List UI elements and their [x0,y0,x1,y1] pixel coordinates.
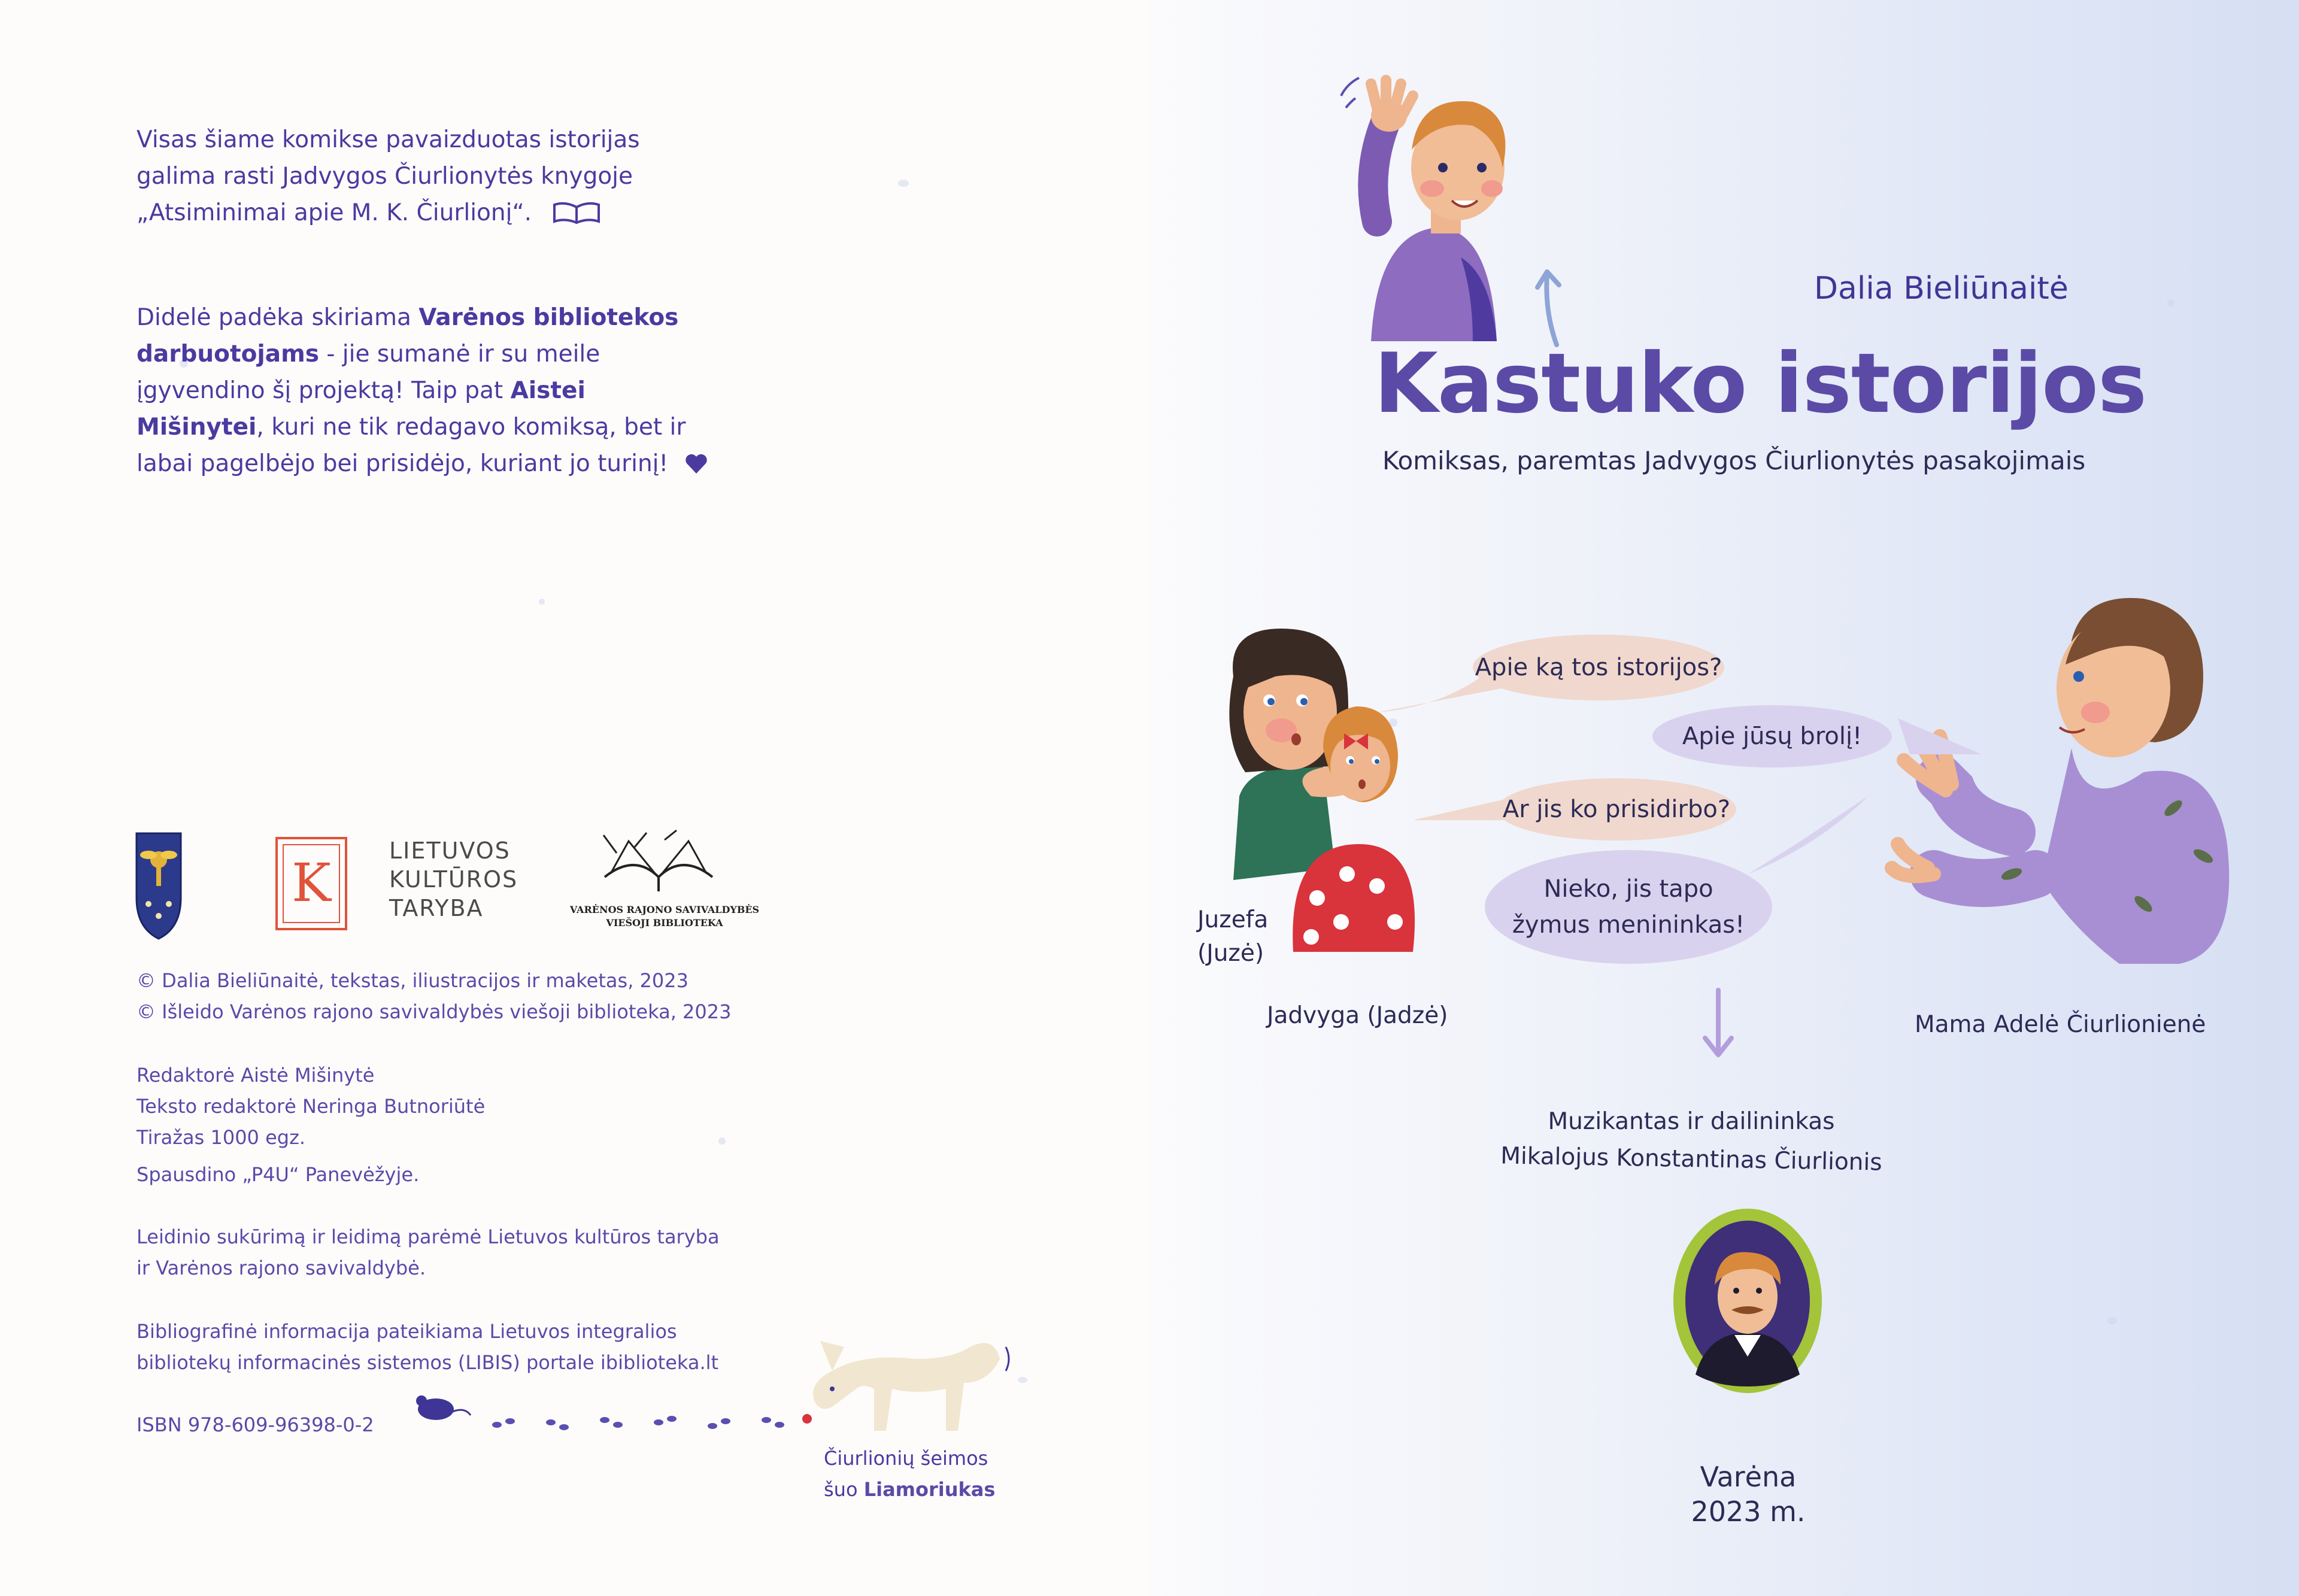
culture-council-logo [275,837,527,933]
intro-line-1: Visas šiame komikse pavaizduotas istorijas [137,126,640,153]
label-juzefa-2: (Juzė) [1197,940,1264,967]
dog-caption-line-1: Čiurlionių šeimos [824,1447,988,1470]
mother-illustration [1892,593,2263,964]
arrow-down-icon [1700,988,1736,1060]
varena-coat-of-arms-logo [135,832,182,940]
waving-boy-illustration [1353,78,1551,341]
isbn: ISBN 978-609-96398-0-2 [137,1413,374,1436]
paper-speck [2107,1317,2117,1324]
thanks-bold: Varėnos bibliotekos [418,304,679,331]
bubble-answer-2 [1485,850,1772,964]
credit-printer: Spausdino „P4U“ Panevėžyje. [137,1163,420,1186]
bubble-answer-2-line-1: Nieko, jis tapo [1543,875,1713,903]
thanks-text: įgyvendino šį projektą! Taip pat [137,377,511,404]
thanks-line-1 [137,299,678,336]
dog-caption-line-2 [824,1474,995,1505]
credit-editor: Redaktorė Aistė Mišinytė [137,1064,375,1087]
label-mama: Mama Adelė Čiurlionienė [1915,1011,2206,1038]
paper-speck [2167,299,2174,307]
thanks-bold: Aistei [510,377,586,404]
place-name: Varėna [1700,1461,1797,1493]
label-artist-2: Mikalojus Konstantinas Čiurlionis [1500,1142,1883,1176]
bubble-answer-2-line-2: žymus menininkas! [1512,911,1745,939]
paper-speck [898,180,909,187]
dog-illustration [796,1323,1012,1443]
library-line-1: VARĖNOS RAJONO SAVIVALDYBĖS [569,904,760,915]
dog-name: Liamoriukas [863,1478,996,1501]
thanks-bold: Mišinytei [137,414,257,441]
label-juzefa-1: Juzefa [1197,906,1269,933]
publication-year: 2023 m. [1691,1495,1806,1528]
book-subtitle: Komiksas, paremtas Jadvygos Čiurlionytės pasakojimais [1382,446,2086,475]
intro-line-3-text: „Atsiminimai apie M. K. Čiurlionį“. [137,199,532,226]
mouse-icon [412,1389,472,1425]
council-line-2: KULTŪROS [389,866,518,893]
council-logo-frame [275,837,347,930]
intro-line-2: galima rasti Jadvygos Čiurlionytės knygoje [137,163,633,190]
copyright-line-1: © Dalia Bieliūnaitė, tekstas, iliustracijos ir maketas, 2023 [137,969,689,992]
arrow-up-icon [1533,263,1575,347]
bubble-question-1: Apie ką tos istorijos? [1473,635,1724,700]
bubble-question-2: Ar jis ko prisidirbo? [1497,778,1736,841]
support-line-2: ir Varėnos rajono savivaldybė. [137,1257,426,1279]
heart-icon [684,453,708,475]
council-line-1: LIETUVOS [389,838,511,864]
thanks-line-2 [137,336,600,372]
label-artist-1: Muzikantas ir dailininkas [1548,1108,1835,1135]
intro-line-3 [137,195,588,231]
open-book-icon [552,201,601,225]
thanks-text: - jie sumanė ir su meile [319,341,600,368]
speech-bubble-tail [1898,718,1982,766]
library-logo [569,829,760,943]
credit-text-editor: Teksto redaktorė Neringa Butnoriūtė [137,1095,486,1118]
bubble-answer-1: Apie jūsų brolį! [1652,705,1892,767]
copyright-line-2: © Išleido Varėnos rajono savivaldybės viešoji biblioteka, 2023 [137,1000,732,1023]
author-name: Dalia Bieliūnaitė [1814,271,2069,307]
book-title: Kastuko istorijos [1374,335,2147,432]
dog-caption-text: šuo [824,1478,864,1501]
thanks-text: labai pagelbėjo bei prisidėjo, kuriant jo turinį! [137,450,669,477]
council-line-3: TARYBA [389,895,484,921]
flying-book-icon [593,829,724,895]
council-logo-letter: K [292,852,331,914]
credit-print-run: Tiražas 1000 egz. [137,1126,306,1149]
support-line-1: Leidinio sukūrimą ir leidimą parėmė Lietuvos kultūros taryba [137,1225,720,1248]
thanks-line-5 [137,445,700,482]
thanks-text: Didelė padėka skiriama [137,304,419,331]
footprints-icon [485,1407,796,1437]
speech-bubble-tail [1748,796,1868,880]
library-line-2: VIEŠOJI BIBLIOTEKA [606,917,723,929]
thanks-bold: darbuotojams [137,341,319,368]
thanks-line-4 [137,409,686,445]
right-page [1150,0,2299,1596]
thanks-line-3 [137,372,586,409]
thanks-text: , kuri ne tik redagavo komiksą, bet ir [256,414,686,441]
paper-speck [1018,1377,1027,1383]
paper-speck [539,599,545,605]
paper-speck [718,1137,726,1145]
biblio-line-1: Bibliografinė informacija pateikiama Lietuvos integralios [137,1320,677,1343]
biblio-line-2: bibliotekų informacinės sistemos (LIBIS) portale ibiblioteka.lt [137,1351,719,1374]
ciurlionis-portrait [1672,1207,1824,1395]
label-jadvyga: Jadvyga (Jadzė) [1267,1002,1448,1029]
